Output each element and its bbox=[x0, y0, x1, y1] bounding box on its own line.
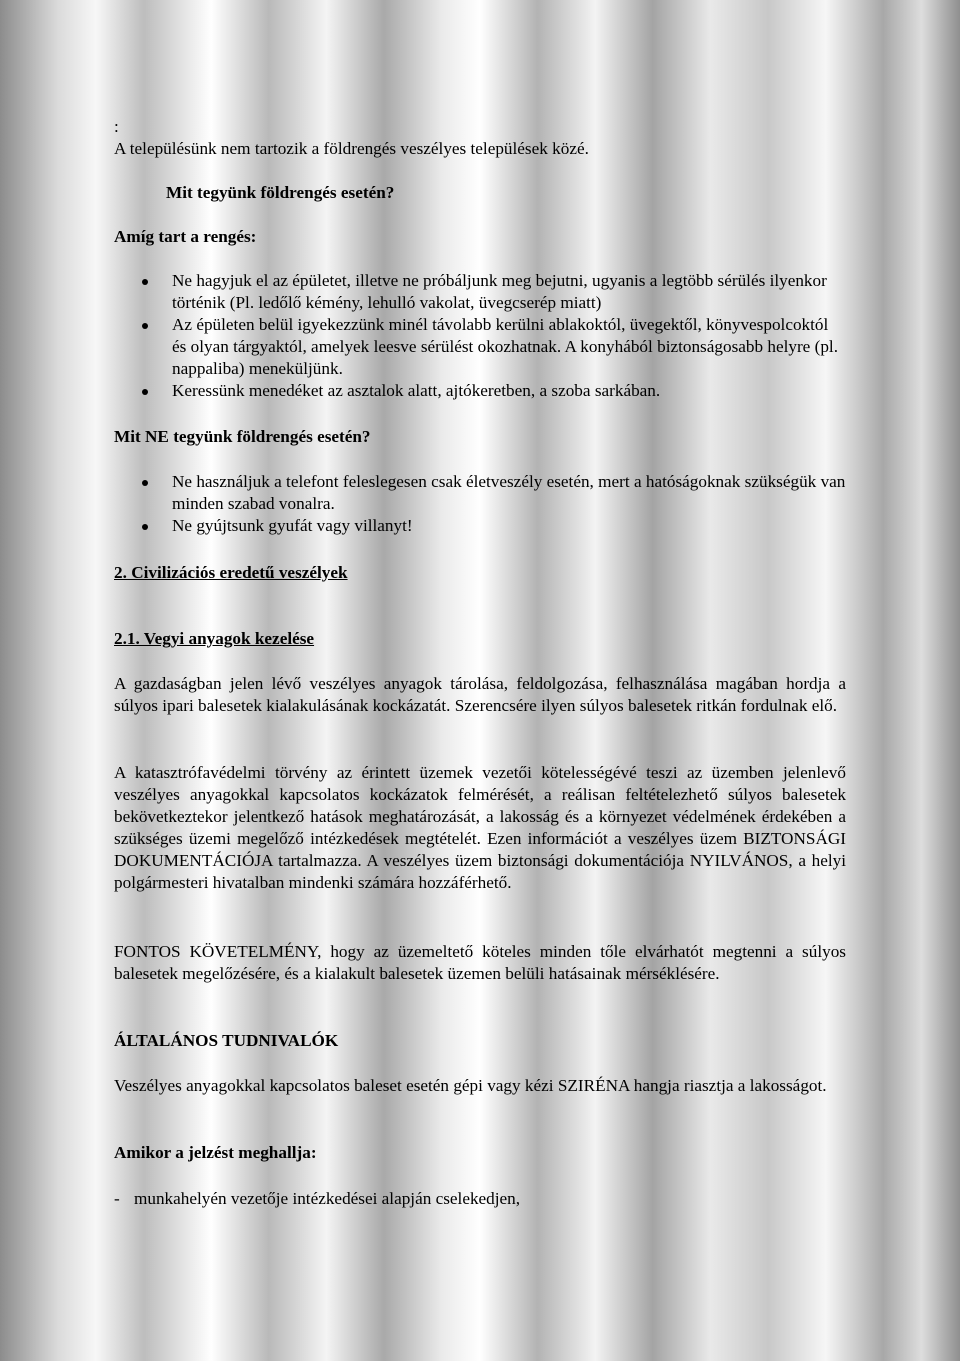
paragraph-chemical-1: A gazdaságban jelen lévő veszélyes anyagok tárolása, feldolgozása, felhasználása magában hordja a súlyos ipari balesetek kialakulásának kockázatát. Szerencsére ilyen súlyos balesetek ritkán fordulnak elő. bbox=[114, 674, 846, 715]
paragraph-chemical-2: A katasztrófavédelmi törvény az érintett üzemek vezetői kötelességévé teszi az üzemben jelenlevő veszélyes anyagokkal kapcsolatos kockázatok felmérését, a reálisan feltételezhető súlyos balesetek bekövetkeztekor jelentkező hatások meghatározását, a lakosság és a környezet védelmének érdekében a szükséges üzemi megelőző intézkedések megtételét. Ezen információt a veszélyes üzem BIZTONSÁGI DOKUMENTÁCIÓJA tartalmazza. A veszélyes üzem biztonsági dokumentációja NYILVÁNOS, a helyi polgármesteri hivatalban mindenki számára hozzáférhető. bbox=[114, 763, 846, 892]
list-item-text: Az épületen belül igyekezzünk minél távolabb kerülni ablakoktól, üvegektől, könyvespolcoktól és olyan tárgyaktól, amelyek leesve sérülést okozhatnak. A konyhából biztonságosabb helyre (pl. nappaliba) meneküljünk. bbox=[172, 315, 838, 378]
during-list bbox=[114, 270, 846, 402]
heading-chemical-handling: 2.1. Vegyi anyagok kezelése bbox=[114, 629, 315, 648]
list-item-text: Ne gyújtsunk gyufát vagy villanyt! bbox=[172, 516, 413, 535]
colon-mark: : bbox=[114, 117, 119, 136]
bullet-icon bbox=[142, 389, 148, 395]
list-item-text: munkahelyén vezetője intézkedései alapján cselekedjen, bbox=[134, 1189, 521, 1208]
bullet-icon bbox=[142, 323, 148, 329]
heading-what-to-do: Mit tegyünk földrengés esetén? bbox=[166, 183, 395, 202]
list-item-text: Keressünk menedéket az asztalok alatt, ajtókeretben, a szoba sarkában. bbox=[172, 381, 661, 400]
heading-during-quake: Amíg tart a rengés: bbox=[114, 227, 257, 246]
list-item bbox=[114, 471, 846, 515]
list-item bbox=[114, 515, 846, 537]
list-item bbox=[114, 270, 846, 314]
intro-text: A településünk nem tartozik a földrengés veszélyes települések közé. bbox=[114, 139, 589, 158]
bullet-icon bbox=[142, 524, 148, 530]
heading-not-to-do: Mit NE tegyünk földrengés esetén? bbox=[114, 427, 371, 446]
paragraph-chemical-3: FONTOS KÖVETELMÉNY, hogy az üzemeltető köteles minden tőle elvárhatót megtenni a súlyos balesetek megelőzésére, és a kialakult balesetek üzemen belüli hatásainak mérséklésére. bbox=[114, 942, 846, 983]
list-item bbox=[114, 380, 846, 402]
heading-general-info: ÁLTALÁNOS TUDNIVALÓK bbox=[114, 1031, 339, 1050]
not-to-do-list bbox=[114, 471, 846, 537]
list-item bbox=[114, 314, 846, 380]
list-item-text: Ne hagyjuk el az épületet, illetve ne próbáljunk meg bejutni, ugyanis a legtöbb sérülés ilyenkor történik (Pl. ledőlő kémény, lehulló vakolat, üvegcserép miatt) bbox=[172, 271, 827, 312]
signal-list-item bbox=[114, 1188, 846, 1210]
list-item-text: Ne használjuk a telefont feleslegesen csak életveszély esetén, mert a hatóságoknak szükségük van minden szabad vonalra. bbox=[172, 472, 846, 513]
heading-when-signal-heard: Amikor a jelzést meghallja: bbox=[114, 1143, 317, 1162]
paragraph-general: Veszélyes anyagokkal kapcsolatos baleset esetén gépi vagy kézi SZIRÉNA hangja riasztja a lakosságot. bbox=[114, 1076, 827, 1095]
heading-civilization-hazards: 2. Civilizációs eredetű veszélyek bbox=[114, 563, 348, 582]
bullet-icon bbox=[142, 279, 148, 285]
dash-marker: - bbox=[114, 1189, 120, 1208]
bullet-icon bbox=[142, 480, 148, 486]
